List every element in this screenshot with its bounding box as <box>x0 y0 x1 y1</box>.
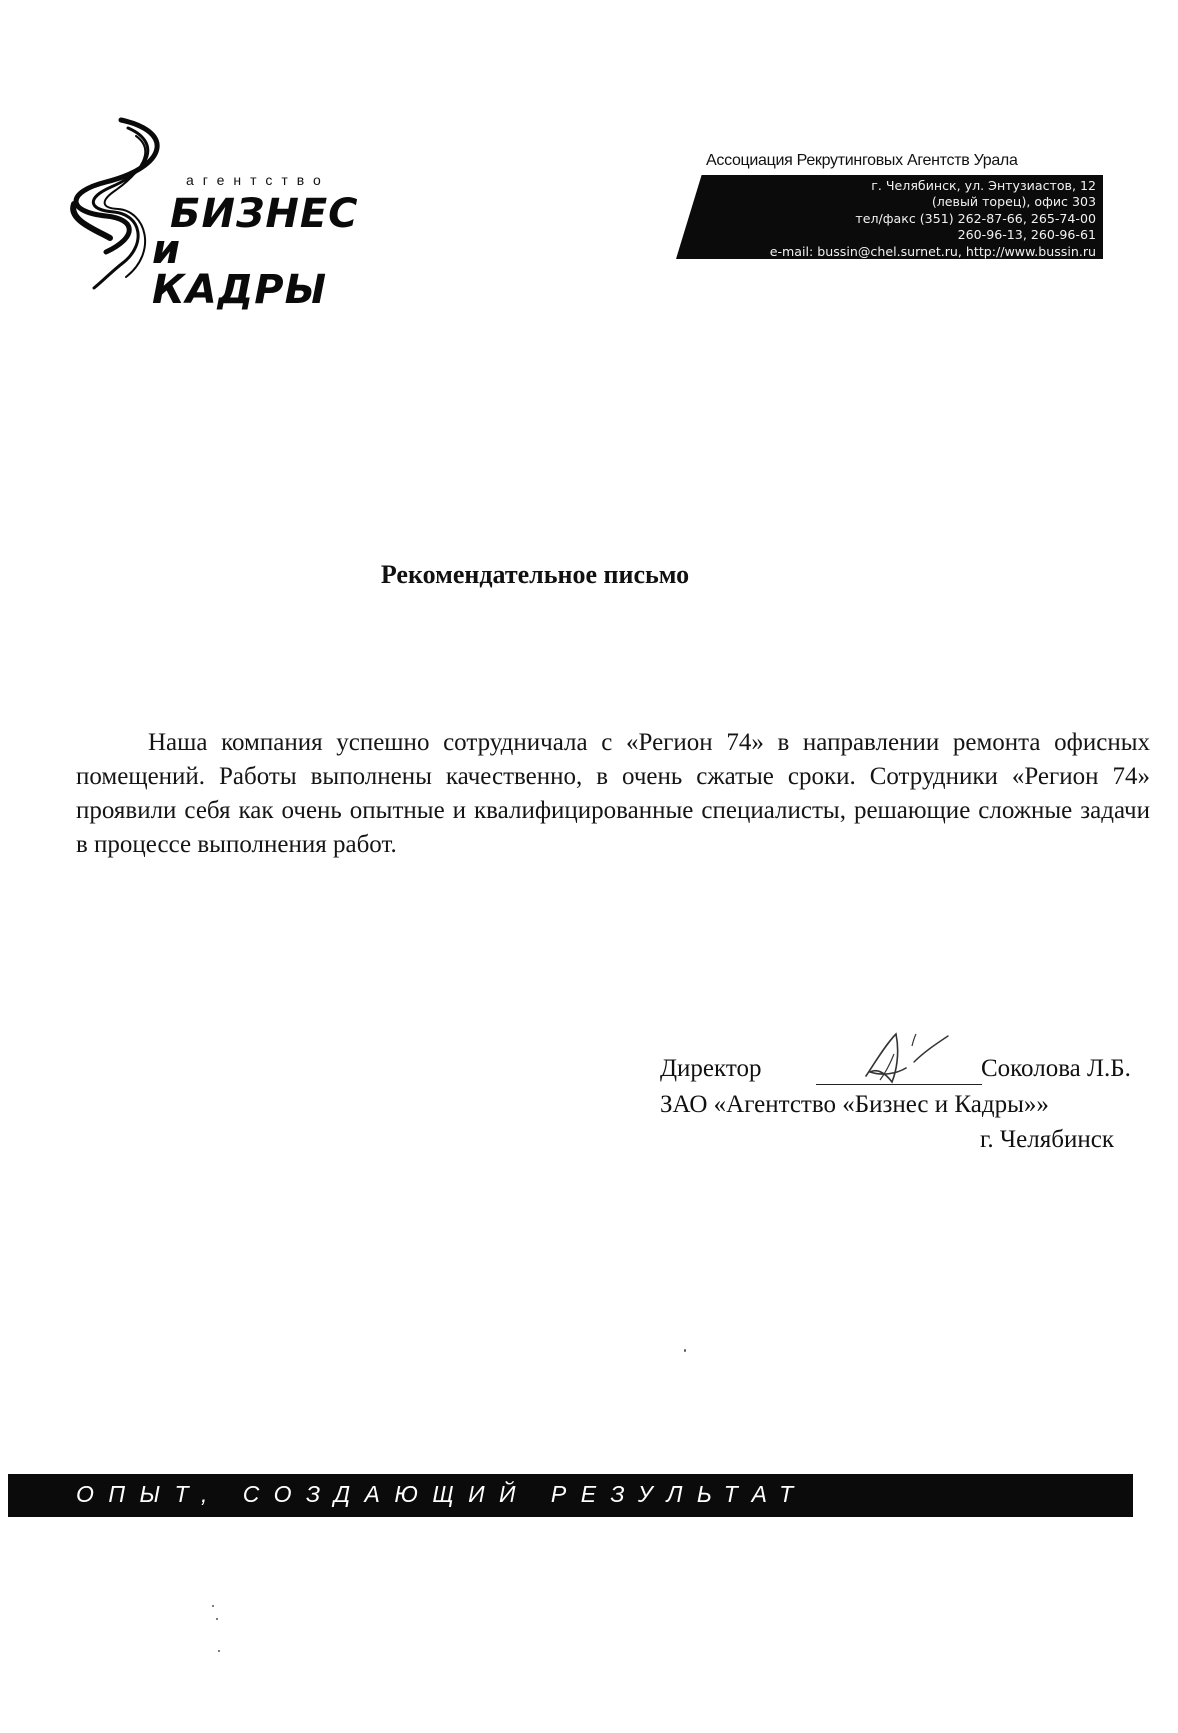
document-title: Рекомендательное письмо <box>380 560 690 589</box>
footer-slogan: ОПЫТ, СОЗДАЮЩИЙ РЕЗУЛЬТАТ <box>76 1481 808 1507</box>
contact-lines <box>770 178 1096 260</box>
logo-line-2: и КАДРЫ <box>152 227 328 313</box>
scan-speck <box>218 1650 220 1652</box>
scan-speck <box>216 1618 218 1620</box>
contact-phone-extra: 260-96-13, 260-96-61 <box>957 227 1096 243</box>
scan-speck <box>212 1605 214 1607</box>
contact-address-detail: (левый торец), офис 303 <box>931 194 1096 210</box>
signer-organization: ЗАО «Агентство «Бизнес и Кадры»» <box>660 1091 1049 1118</box>
contact-email-web: e-mail: bussin@chel.surnet.ru, http://www.bussin.ru <box>769 243 1096 259</box>
contact-phone: тел/факс (351) 262-87-66, 265-74-00 <box>855 210 1096 226</box>
logo-line-1: БИЗНЕС <box>170 191 359 237</box>
handwritten-signature <box>856 1024 956 1094</box>
scan-speck <box>684 1349 686 1352</box>
association-name: Ассоциация Рекрутинговых Агентств Урала <box>706 152 1018 169</box>
contact-address: г. Челябинск, ул. Энтузиастов, 12 <box>871 178 1096 193</box>
signer-city: г. Челябинск <box>980 1126 1114 1153</box>
letter-body: Наша компания успешно сотрудничала с «Регион 74» в направлении ремонта офисных помещений. Работы выполнены качественно, в очень сжатые сроки. Сотрудники «Регион 74» проявили себя как очень опытные и квалифицированные специалисты, решающие сложные задачи в процессе выполнения работ. <box>76 729 1150 858</box>
footer-band <box>8 1474 1133 1517</box>
logo-tagline: агентство <box>186 172 330 188</box>
company-logo <box>66 112 366 313</box>
signer-name: Соколова Л.Б. <box>981 1055 1131 1082</box>
signer-role: Директор <box>660 1055 762 1082</box>
